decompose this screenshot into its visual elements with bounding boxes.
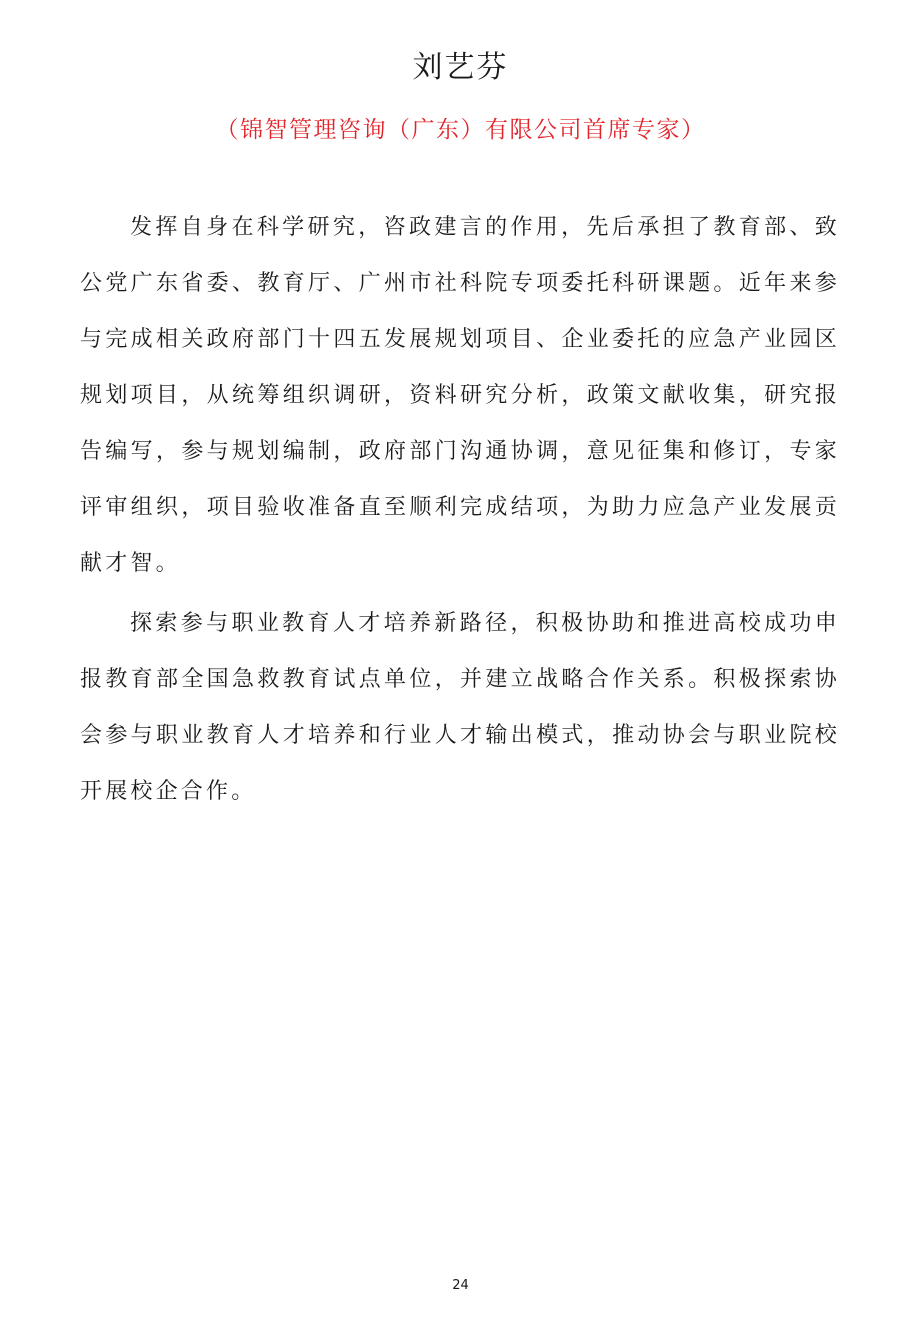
body-text bbox=[80, 200, 840, 820]
paragraph-education: 探索参与职业教育人才培养新路径，积极协助和推进高校成功申报教育部全国急救教育试点单位，并建立战略合作关系。积极探索协会参与职业教育人才培养和行业人才输出模式，推动协会与职业院校开展校企合作。 bbox=[80, 611, 840, 804]
person-affiliation-subtitle: （锦智管理咨询（广东）有限公司首席专家） bbox=[215, 117, 706, 143]
paragraph-research: 发挥自身在科学研究，咨政建言的作用，先后承担了教育部、致公党广东省委、教育厅、广州市社科院专项委托科研课题。近年来参与完成相关政府部门十四五发展规划项目、企业委托的应急产业园区规划项目，从统筹组织调研，资料研究分析，政策文献收集，研究报告编写，参与规划编制，政府部门沟通协调，意见征集和修订，专家评审组织，项目验收准备直至顺利完成结项，为助力应急产业发展贡献才智。 bbox=[80, 215, 840, 576]
person-name-title: 刘艺芬 bbox=[412, 50, 509, 85]
page-number: 24 bbox=[452, 1278, 469, 1293]
